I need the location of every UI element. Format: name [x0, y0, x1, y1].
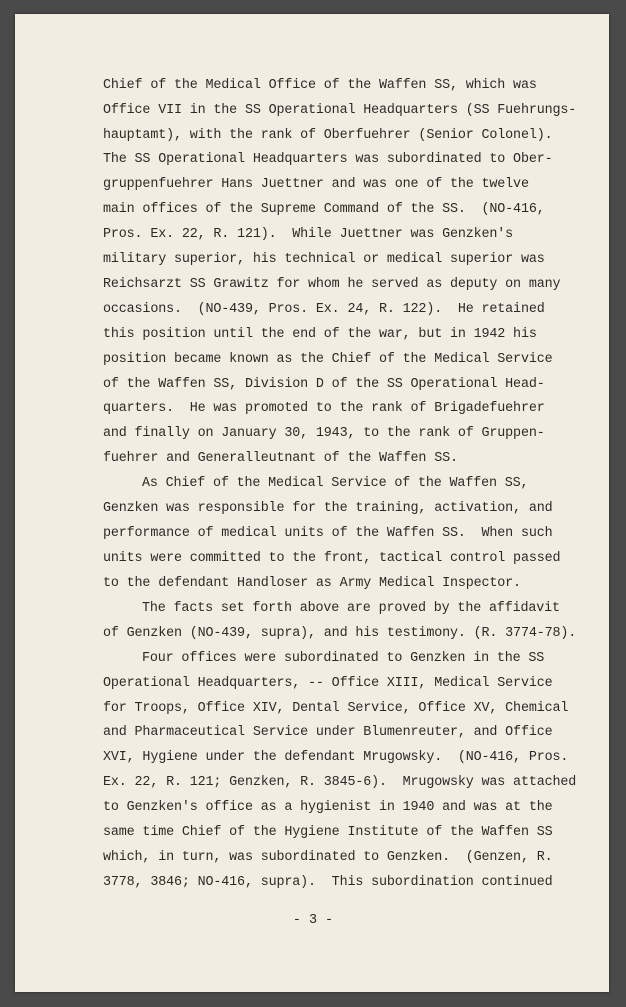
text-line: Pros. Ex. 22, R. 121). While Juettner was Genzken's: [103, 227, 514, 242]
text-line: hauptamt), with the rank of Oberfuehrer (Senior Colonel).: [103, 128, 553, 143]
text-line: and finally on January 30, 1943, to the rank of Gruppen-: [103, 426, 545, 441]
text-line: for Troops, Office XIV, Dental Service, Office XV, Chemical: [103, 701, 569, 716]
text-line: which, in turn, was subordinated to Genzken. (Genzen, R.: [103, 850, 553, 865]
paragraph-first-line: As Chief of the Medical Service of the Waffen SS,: [142, 476, 529, 491]
text-line: Office VII in the SS Operational Headquarters (SS Fuehrungs-: [103, 103, 577, 118]
text-line: of the Waffen SS, Division D of the SS Operational Head-: [103, 377, 545, 392]
text-line: quarters. He was promoted to the rank of Brigadefuehrer: [103, 401, 545, 416]
text-line: military superior, his technical or medical superior was: [103, 252, 545, 267]
text-line: main offices of the Supreme Command of the SS. (NO-416,: [103, 202, 545, 217]
text-line: same time Chief of the Hygiene Institute of the Waffen SS: [103, 825, 553, 840]
text-line: units were committed to the front, tactical control passed: [103, 551, 561, 566]
paragraph-first-line: Four offices were subordinated to Genzken in the SS: [142, 651, 545, 666]
page-number: - 3 -: [292, 913, 334, 928]
text-line: The SS Operational Headquarters was subordinated to Ober-: [103, 152, 553, 167]
text-line: Reichsarzt SS Grawitz for whom he served as deputy on many: [103, 277, 561, 292]
text-line: occasions. (NO-439, Pros. Ex. 24, R. 122). He retained: [103, 302, 545, 317]
text-line: Genzken was responsible for the training, activation, and: [103, 501, 553, 516]
text-line: to the defendant Handloser as Army Medical Inspector.: [103, 576, 521, 591]
text-line: Operational Headquarters, -- Office XIII, Medical Service: [103, 676, 553, 691]
text-line: Chief of the Medical Office of the Waffen SS, which was: [103, 78, 537, 93]
text-line: performance of medical units of the Waffen SS. When such: [103, 526, 553, 541]
text-line: to Genzken's office as a hygienist in 1940 and was at the: [103, 800, 553, 815]
text-line: 3778, 3846; NO-416, supra). This subordination continued: [103, 875, 553, 890]
text-line: gruppenfuehrer Hans Juettner and was one of the twelve: [103, 177, 529, 192]
paragraph-first-line: The facts set forth above are proved by the affidavit: [142, 601, 560, 616]
text-line: this position until the end of the war, but in 1942 his: [103, 327, 537, 342]
text-line: Ex. 22, R. 121; Genzken, R. 3845-6). Mrugowsky was attached: [103, 775, 577, 790]
text-line: fuehrer and Generalleutnant of the Waffen SS.: [103, 451, 458, 466]
text-line: of Genzken (NO-439, supra), and his testimony. (R. 3774-78).: [103, 626, 577, 641]
text-line: position became known as the Chief of the Medical Service: [103, 352, 553, 367]
text-line: XVI, Hygiene under the defendant Mrugowsky. (NO-416, Pros.: [103, 750, 569, 765]
text-line: and Pharmaceutical Service under Blumenreuter, and Office: [103, 725, 553, 740]
